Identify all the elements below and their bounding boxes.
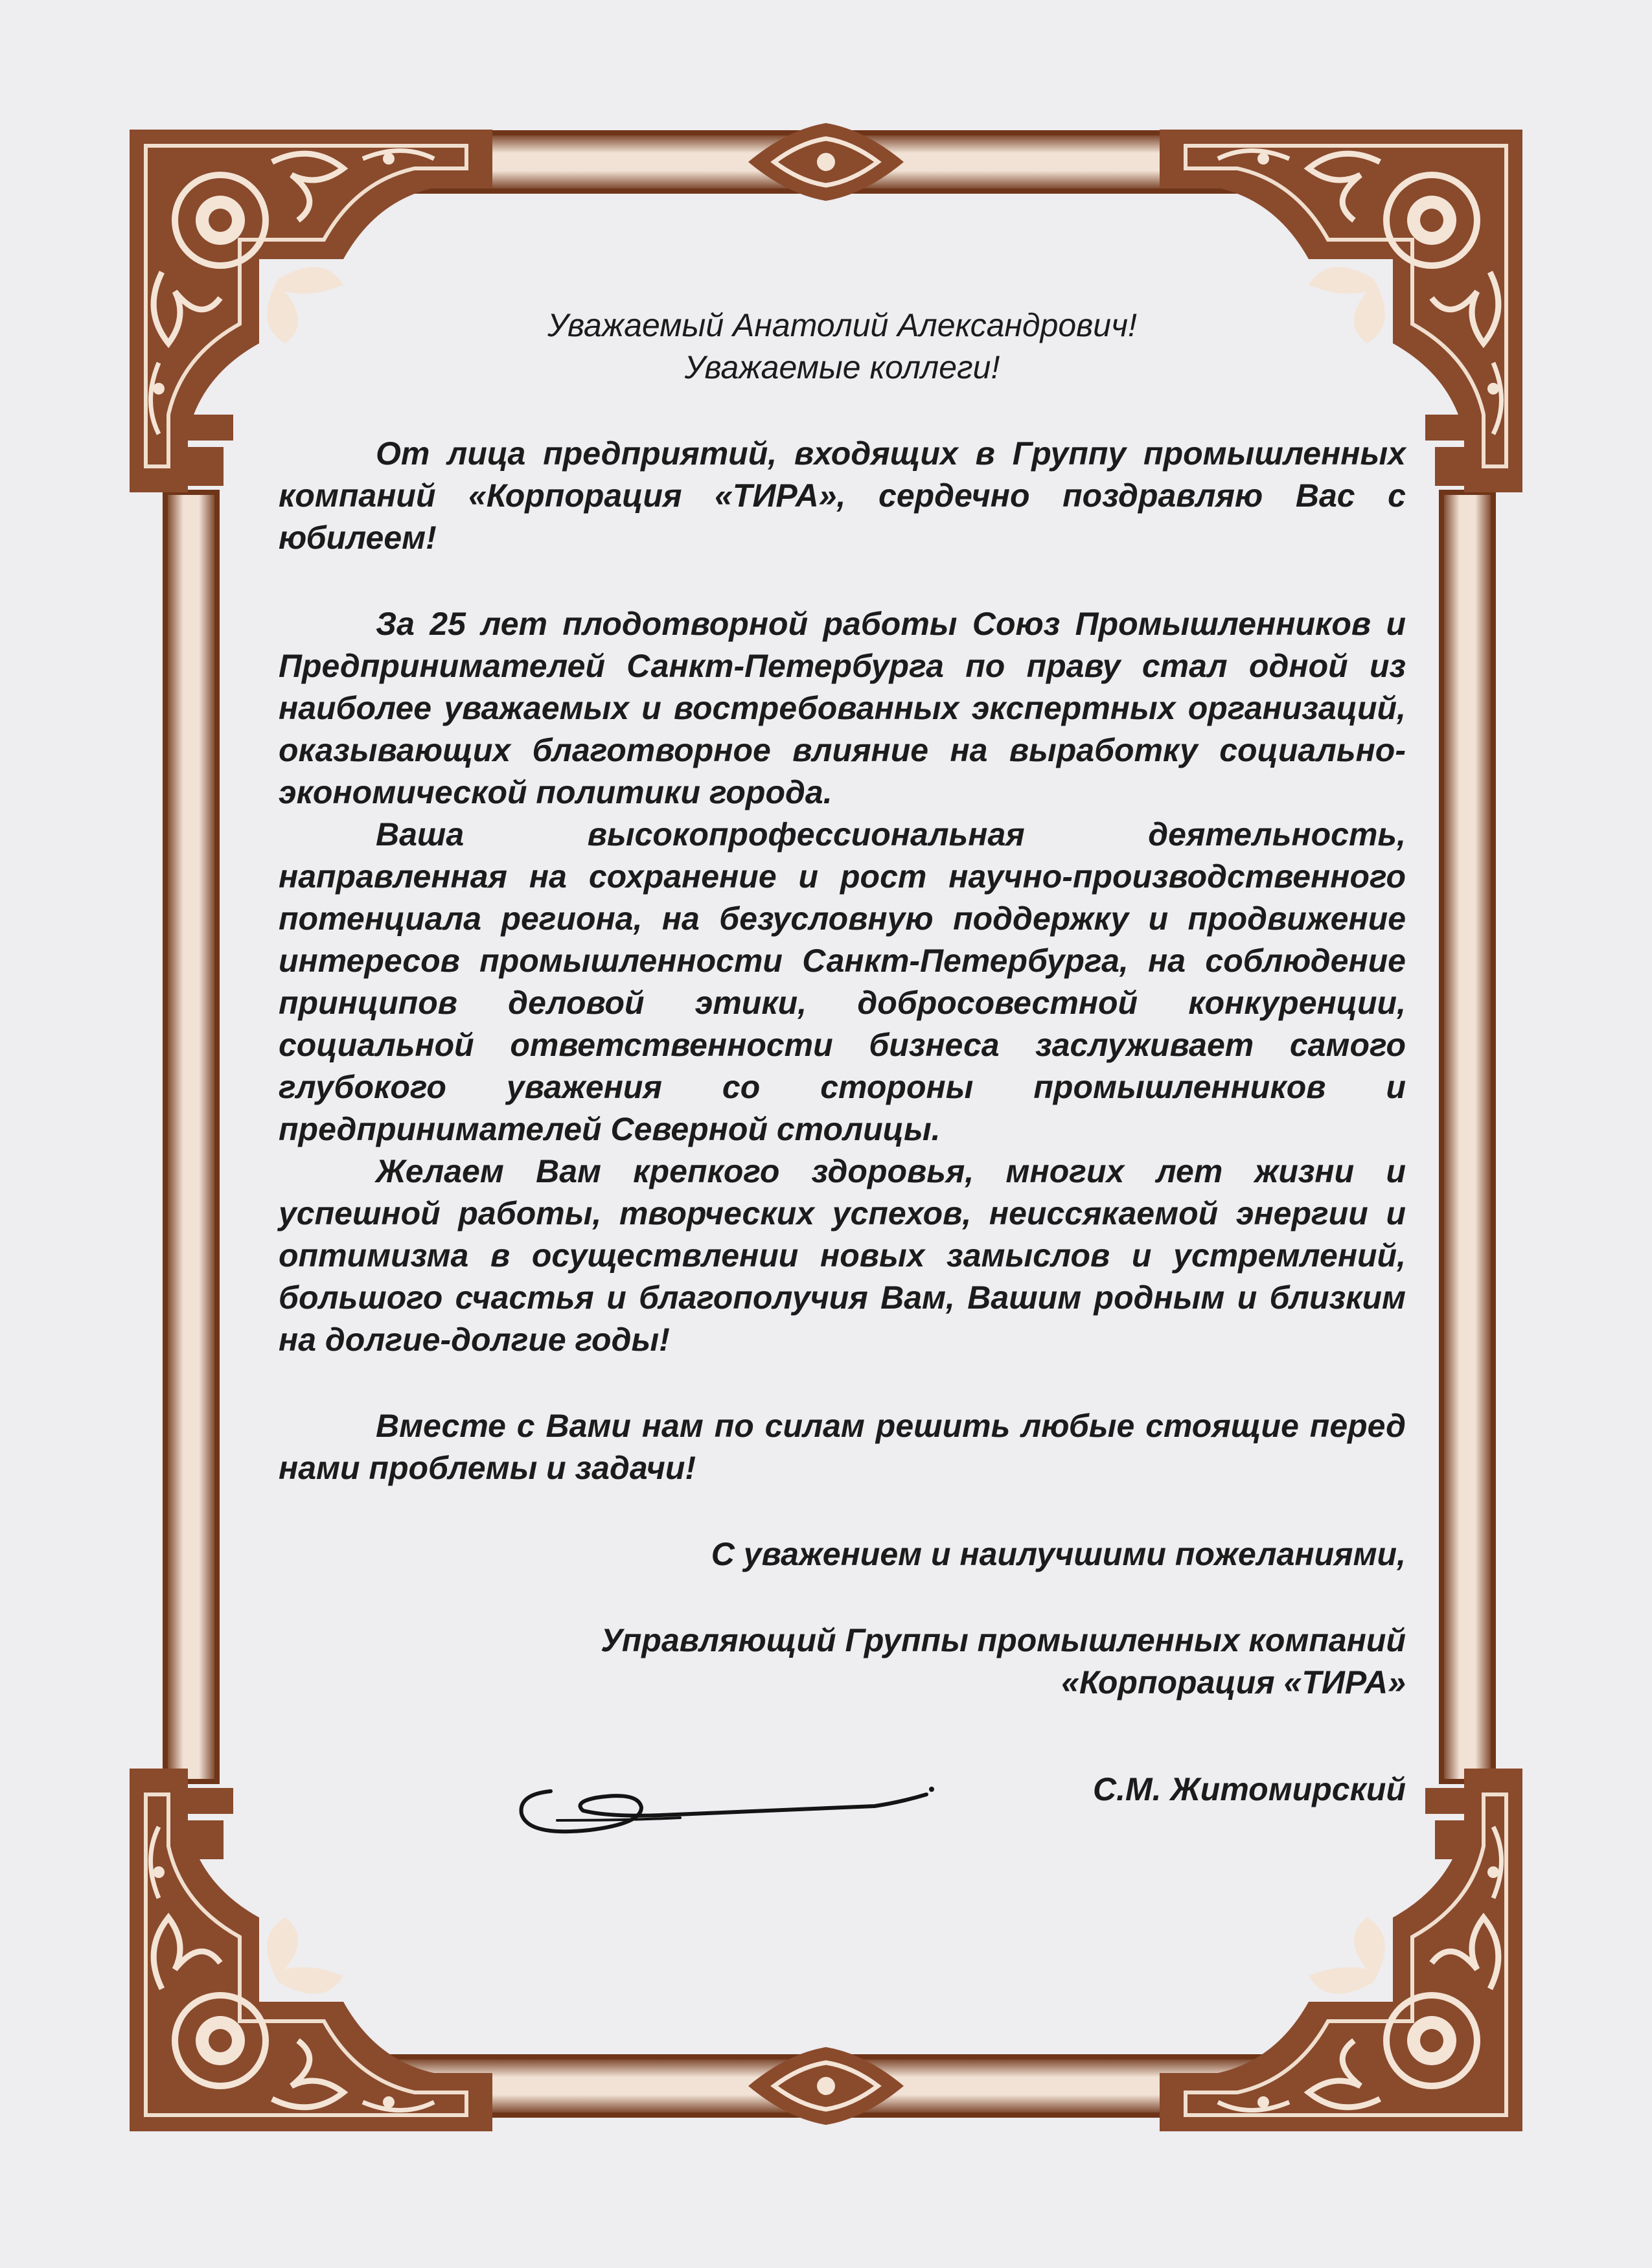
paragraph-wishes: Желаем Вам крепкого здоровья, многих лет жизни и успешной работы, творческих успехов, неиссякаемой энергии и оптимизма в осуществлении новых замыслов и устремлений, большого счастья и благополучия Вам, Вашим родным и близким на долгие-долгие годы!	[279, 1153, 1406, 1358]
paragraph-history: За 25 лет плодотворной работы Союз Промышленников и Предпринимателей Санкт-Петербурга по праву стал одной из наиболее уважаемых и востребованных экспертных организаций, оказывающих благотворное влияние на выработку социально-экономической политики города.	[279, 606, 1406, 810]
signer-name: С.М. Житомирский	[1093, 1771, 1406, 1807]
handwritten-signature	[512, 1756, 939, 1846]
letter-body	[279, 304, 1406, 1811]
salutation-line-2: Уважаемые коллеги!	[684, 349, 1000, 385]
closing-line: С уважением и наилучшими пожеланиями,	[711, 1536, 1406, 1572]
signer-title-line-2: «Корпорация «ТИРА»	[1061, 1664, 1406, 1701]
paragraph-together: Вместе с Вами нам по силам решить любые стоящие перед нами проблемы и задачи!	[279, 1408, 1406, 1486]
salutation-line-1: Уважаемый Анатолий Александрович!	[547, 307, 1137, 343]
signer-title-line-1: Управляющий Группы промышленных компаний	[601, 1622, 1406, 1658]
paragraph-congratulation: От лица предприятий, входящих в Группу промышленных компаний «Корпорация «ТИРА», сердечно поздравляю Вас с юбилеем!	[279, 435, 1406, 556]
paragraph-activity: Ваша высокопрофессиональная деятельность, направленная на сохранение и рост научно-производственного потенциала региона, на безусловную поддержку и продвижение интересов промышленности Санкт-Петербурга, на соблюдение принципов деловой этики, добросовестной конкуренции, социальной ответственности бизнеса заслуживает самого глубокого уважения со стороны промышленников и предпринимателей Северной столицы.	[279, 816, 1406, 1147]
